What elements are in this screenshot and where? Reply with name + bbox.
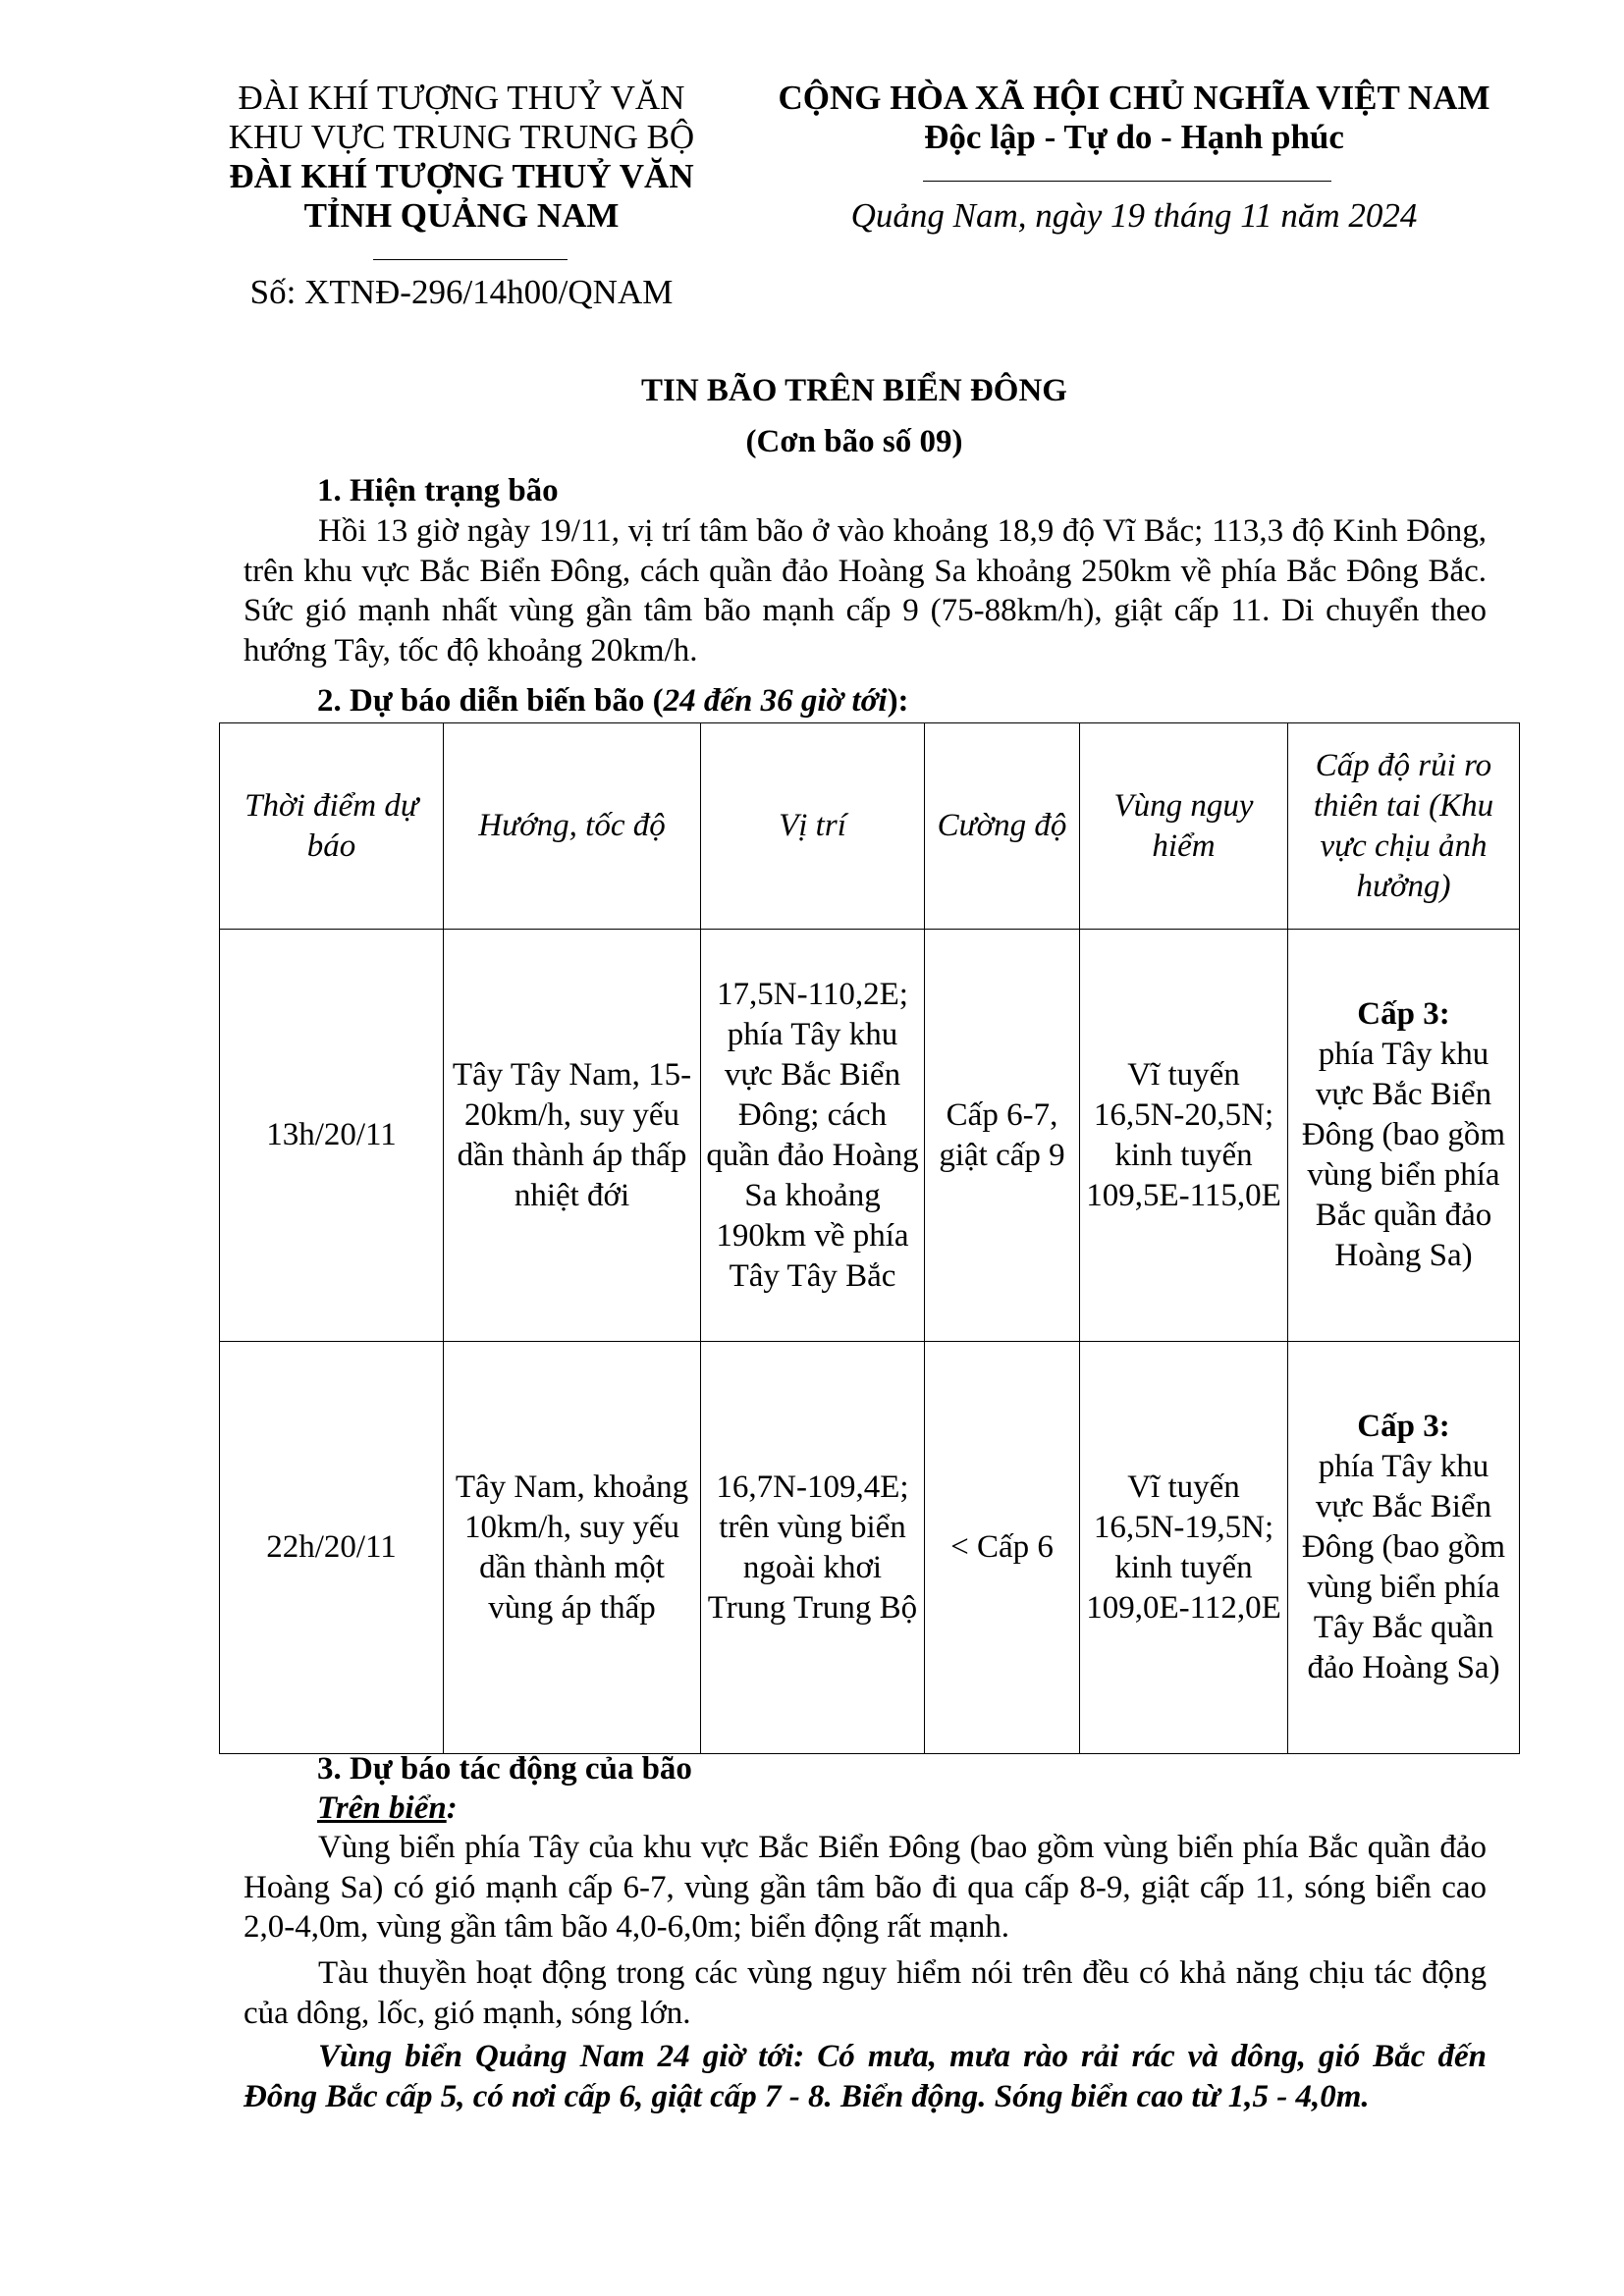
section-3-subheading [317,1789,458,1828]
cell-risk [1288,1342,1520,1754]
header-time: Thời điểm dự báo [220,723,444,930]
quang-nam-sea-forecast: Vùng biển Quảng Nam 24 giờ tới: Có mưa, mưa rào rải rác và dông, gió Bắc đến Đông Bắc cấp 5, có nơi cấp 6, giật cấp 7 - 8. Biển động. Sóng biển cao từ 1,5 - 4,0m. [244,2039,1487,2114]
cell-time: 22h/20/11 [220,1342,444,1754]
agency-line-4: TỈNH QUẢNG NAM [303,196,620,235]
header-position: Vị trí [701,723,925,930]
cell-danger-zone: Vĩ tuyến 16,5N-19,5N; kinh tuyến 109,0E-112,0E [1080,1342,1288,1754]
risk-level: Cấp 3: [1357,1409,1450,1444]
cell-intensity: < Cấp 6 [925,1342,1080,1754]
document-title: TIN BÃO TRÊN BIỂN ĐÔNG [641,373,1067,408]
cell-intensity: Cấp 6-7, giật cấp 9 [925,930,1080,1342]
section-3-para-1 [244,1828,1487,1948]
forecast-table [219,722,1520,1754]
document-subtitle: (Cơn bão số 09) [745,424,963,459]
section-3-heading: 3. Dự báo tác động của bão [317,1751,692,1787]
nation-title: CỘNG HÒA XÃ HỘI CHỦ NGHĨA VIỆT NAM [778,79,1490,117]
cell-direction: Tây Tây Nam, 15-20km/h, suy yếu dần thành áp thấp nhiệt đới [444,930,701,1342]
cell-risk [1288,930,1520,1342]
cell-position: 17,5N-110,2E; phía Tây khu vực Bắc Biển Đông; cách quần đảo Hoàng Sa khoảng 190km về phía Tây Tây Bắc [701,930,925,1342]
header-direction: Hướng, tốc độ [444,723,701,930]
sea-impact-text: Vùng biển phía Tây của khu vực Bắc Biển Đông (bao gồm vùng biển phía Bắc quần đảo Hoàng Sa) có gió mạnh cấp 6-7, vùng gần tâm bão đi qua cấp 8-9, giật cấp 11, sóng biển cao 2,0-4,0m, vùng gần tâm bão 4,0-6,0m; biển động rất mạnh. [244,1830,1487,1945]
agency-line-3: ĐÀI KHÍ TƯỢNG THUỶ VĂN [229,157,694,195]
table-header-row [220,723,1520,930]
document-number: Số: XTNĐ-296/14h00/QNAM [249,273,674,311]
risk-area: phía Tây khu vực Bắc Biển Đông (bao gồm vùng biển phía Bắc quần đảo Hoàng Sa) [1301,1037,1506,1273]
agency-header [196,79,727,236]
section-1-heading: 1. Hiện trạng bão [317,473,559,508]
risk-level: Cấp 3: [1357,996,1450,1032]
header-danger-zone: Vùng nguy hiểm [1080,723,1288,930]
section-2-heading [317,681,909,721]
cell-time: 13h/20/11 [220,930,444,1342]
table-row [220,930,1520,1342]
place-date: Quảng Nam, ngày 19 tháng 11 năm 2024 [850,196,1418,235]
cell-direction: Tây Nam, khoảng 10km/h, suy yếu dần thành một vùng áp thấp [444,1342,701,1754]
vessel-warning-text: Tàu thuyền hoạt động trong các vùng nguy hiểm nói trên đều có khả năng chịu tác động của dông, lốc, gió mạnh, sóng lớn. [244,1955,1487,2031]
section-2-heading-prefix: 2. Dự báo diễn biến bão ( [317,683,664,719]
agency-underline [373,259,568,260]
sea-subheading-colon: : [446,1790,458,1826]
section-1-text: Hồi 13 giờ ngày 19/11, vị trí tâm bão ở vào khoảng 18,9 độ Vĩ Bắc; 113,3 độ Kinh Đông, trên khu vực Bắc Biển Đông, cách quần đảo Hoàng Sa khoảng 250km về phía Bắc Đông Bắc. Sức gió mạnh nhất vùng gần tâm bão mạnh cấp 9 (75-88km/h), giật cấp 11. Di chuyển theo hướng Tây, tốc độ khoảng 20km/h. [244,513,1487,668]
sea-subheading: Trên biển [317,1790,447,1826]
section-1-body [244,511,1487,670]
national-motto: Độc lập - Tự do - Hạnh phúc [924,118,1344,156]
cell-danger-zone: Vĩ tuyến 16,5N-20,5N; kinh tuyến 109,5E-115,0E [1080,930,1288,1342]
header-intensity: Cường độ [925,723,1080,930]
table-row [220,1342,1520,1754]
agency-line-2: KHU VỰC TRUNG TRUNG BỘ [228,118,695,156]
header-risk-level: Cấp độ rủi ro thiên tai (Khu vực chịu ảnh hưởng) [1288,723,1520,930]
section-3-para-3 [244,2037,1487,2116]
motto-underline [923,181,1331,182]
cell-position: 16,7N-109,4E; trên vùng biển ngoài khơi Trung Trung Bộ [701,1342,925,1754]
agency-line-1: ĐÀI KHÍ TƯỢNG THUỶ VĂN [238,79,685,117]
risk-area: phía Tây khu vực Bắc Biển Đông (bao gồm vùng biển phía Tây Bắc quần đảo Hoàng Sa) [1301,1449,1506,1685]
section-2-heading-suffix: ): [887,683,909,719]
section-3-para-2 [244,1953,1487,2033]
section-2-heading-italic: 24 đến 36 giờ tới [663,683,888,719]
